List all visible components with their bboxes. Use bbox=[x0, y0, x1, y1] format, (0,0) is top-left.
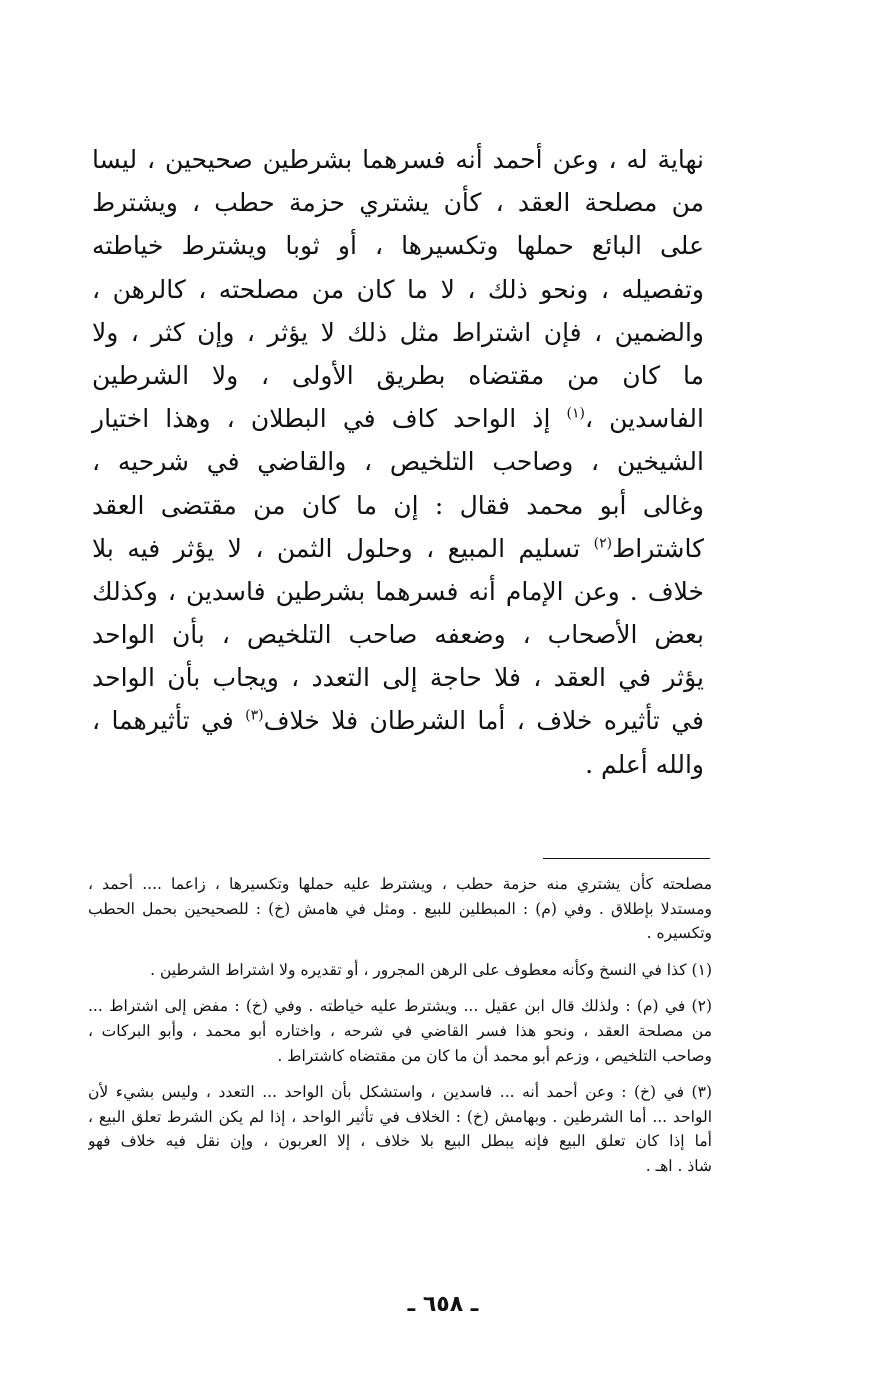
text-line bbox=[92, 527, 704, 570]
text-line: والله أعلم . bbox=[585, 749, 704, 779]
main-text bbox=[92, 138, 704, 786]
text-segment: تسليم المبيع ، وحلول الثمن ، لا يؤثر فيه بلا bbox=[92, 533, 594, 563]
footnote-separator bbox=[543, 858, 710, 859]
text-segment: في تأثيره خلاف ، أما الشرطان فلا خلاف bbox=[263, 706, 704, 736]
footnote-line: (١) كذا في النسخ وكأنه معطوف على الرهن المجرور ، أو تقديره ولا اشتراط الشرطين . bbox=[150, 960, 712, 979]
text-segment: الفاسدين ، bbox=[584, 404, 704, 434]
text-segment: إذ الواحد كاف في البطلان ، وهذا اختيار bbox=[92, 404, 567, 434]
text-line: وتفصيله ، ونحو ذلك ، لا ما كان من مصلحته ، كالرهن ، bbox=[92, 274, 704, 304]
footnote-line: (٣) في (خ) : وعن أحمد أنه ... فاسدين ، واستشكل بأن الواحد ... التعدد ، وليس بشيء لأن bbox=[88, 1083, 712, 1102]
text-line: وغالى أبو محمد فقال : إن ما كان من مقتضى العقد bbox=[92, 490, 704, 520]
text-line: نهاية له ، وعن أحمد أنه فسرهما بشرطين صحيحين ، ليسا bbox=[92, 145, 704, 174]
footnote-continuation bbox=[88, 872, 712, 946]
text-line: ما كان من مقتضاه بطريق الأولى ، ولا الشرطين bbox=[92, 360, 704, 390]
footnote-marker: (٢) bbox=[593, 535, 613, 552]
text-line bbox=[92, 699, 704, 742]
text-line bbox=[92, 397, 704, 440]
footnotes bbox=[88, 872, 712, 1191]
text-line: الشيخين ، وصاحب التلخيص ، والقاضي في شرحيه ، bbox=[92, 447, 704, 477]
page-number: ـ ٦٥٨ ـ bbox=[407, 1292, 479, 1317]
text-line: من مصلحة العقد ، كأن يشتري حزمة حطب ، ويشترط bbox=[92, 188, 704, 218]
footnote-marker: (١) bbox=[566, 405, 585, 422]
text-segment: في تأثيرهما ، bbox=[92, 706, 246, 736]
footnote-line: شاذ . اهـ . bbox=[645, 1156, 712, 1175]
text-segment: كاشتراط bbox=[612, 533, 704, 563]
text-line: يؤثر في العقد ، فلا حاجة إلى التعدد ، ويجاب بأن الواحد bbox=[92, 663, 704, 693]
footnote-line: أما إذا كان تعلق البيع فإنه يبطل البيع بلا خلاف ، إلا العربون ، وإن نقل فيه خلاف فهو bbox=[88, 1132, 712, 1151]
footnote-line: وتكسيره . bbox=[646, 924, 712, 943]
footnote-1 bbox=[88, 958, 712, 983]
footnote-line: من مصلحة العقد ، ونحو هذا فسر القاضي في شرحه ، واختاره أبو محمد ، وأبو البركات ، bbox=[88, 1021, 712, 1040]
text-line: على البائع حملها وتكسيرها ، أو ثوبا ويشترط خياطته bbox=[92, 231, 704, 261]
text-line: خلاف . وعن الإمام أنه فسرهما بشرطين فاسدين ، وكذلك bbox=[92, 576, 704, 606]
footnote-3 bbox=[88, 1080, 712, 1178]
footnote-line: ومستدلا بإطلاق . وفي (م) : المبطلين للبيع . ومثل في هامش (خ) : للصحيحين بحمل الحطب bbox=[88, 899, 712, 918]
text-line: بعض الأصحاب ، وضعفه صاحب التلخيص ، بأن الواحد bbox=[92, 620, 704, 650]
footnote-2 bbox=[88, 994, 712, 1068]
footnote-marker: (٣) bbox=[245, 708, 264, 725]
text-line: والضمين ، فإن اشتراط مثل ذلك لا يؤثر ، وإن كثر ، ولا bbox=[92, 317, 704, 347]
footnote-line: وصاحب التلخيص ، وزعم أبو محمد أن ما كان من مقتضاه كاشتراط . bbox=[277, 1046, 712, 1065]
footnote-line: (٢) في (م) : ولذلك قال ابن عقيل ... ويشترط عليه خياطته . وفي (خ) : مفض إلى اشتراط ... bbox=[88, 997, 712, 1016]
footnote-line: الواحد ... أما الشرطين . وبهامش (خ) : الخلاف في تأثير الواحد ، إذا لم يكن الشرط تعلق البيع ، bbox=[88, 1107, 712, 1126]
footnote-line: مصلحته كأن يشتري منه حزمة حطب ، ويشترط عليه حملها وتكسيرها ، زاعما .... أحمد ، bbox=[88, 875, 712, 893]
